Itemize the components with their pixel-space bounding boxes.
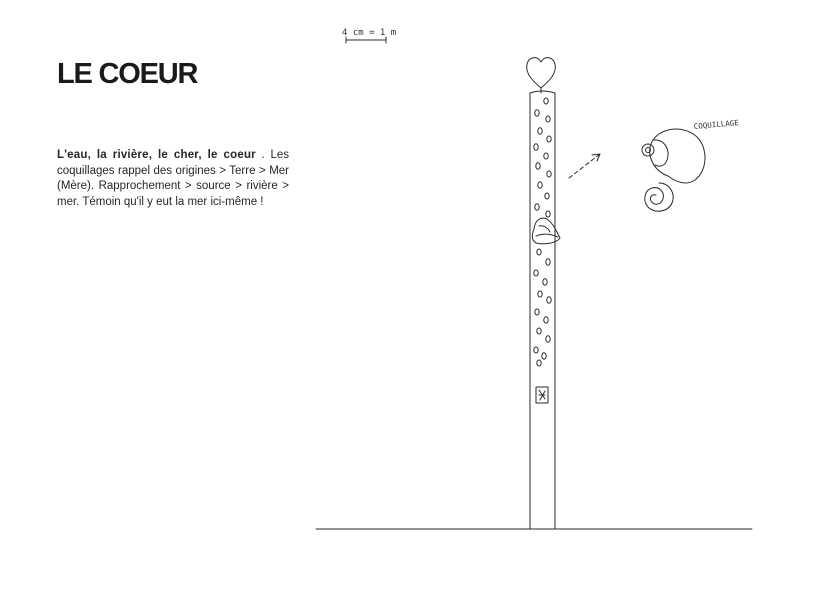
arrow-icon [569,154,600,178]
scale-bar [342,28,396,43]
shell-label: COQUILLAGE [693,118,740,131]
column [530,91,555,529]
protruding-shell [532,218,560,244]
page-title: LE COEUR [57,58,198,90]
description-body: . Les coquillages rappel des origines > Terre > Mer (Mère). Rapprochement > source > rivière > mer. Témoin qu'il y eut la mer ici-même ! [57,149,289,208]
plaque [536,387,548,403]
scale-label: 4 cm = 1 m [342,28,397,38]
shell-illustration [642,118,740,211]
embedded-shells [534,98,551,366]
description-lead: L'eau, la rivière, le cher, le coeur [57,149,256,161]
heart-icon [527,58,556,88]
